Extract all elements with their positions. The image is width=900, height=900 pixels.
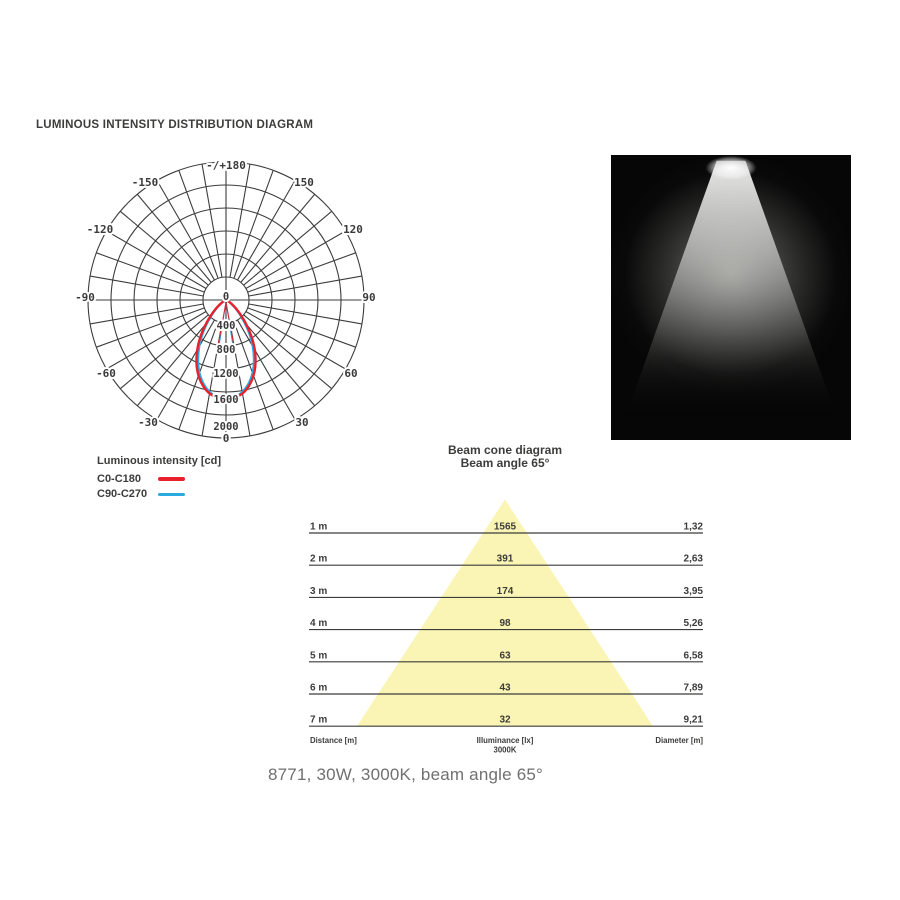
angle-tick-label: 120 bbox=[343, 223, 363, 236]
cone-row-diameter: 7,89 bbox=[683, 682, 703, 694]
blue-line-swatch bbox=[158, 493, 185, 497]
cone-row-illuminance: 174 bbox=[496, 585, 514, 597]
radial-tick-label: 400 bbox=[216, 320, 236, 332]
cone-row-illuminance: 1565 bbox=[493, 521, 517, 533]
legend-label: C0-C180 bbox=[97, 472, 142, 485]
cone-row-diameter: 1,32 bbox=[683, 521, 703, 533]
cone-row-distance: 4 m bbox=[310, 618, 328, 630]
luminous-intensity-polar-chart bbox=[58, 150, 394, 450]
beam-photo bbox=[611, 155, 851, 440]
polar-spoke bbox=[241, 318, 315, 406]
cone-row-illuminance: 63 bbox=[499, 650, 511, 662]
cone-row-distance: 7 m bbox=[310, 714, 328, 726]
radial-tick-label: 1600 bbox=[213, 394, 239, 406]
cone-row-diameter: 6,58 bbox=[683, 650, 703, 662]
angle-tick-label: 60 bbox=[344, 367, 358, 380]
cone-col-distance: Distance [m] bbox=[310, 736, 357, 745]
angle-tick-label: 150 bbox=[294, 176, 314, 189]
angle-tick-label: -120 bbox=[86, 223, 114, 236]
cone-row-distance: 3 m bbox=[310, 585, 328, 597]
cone-row-illuminance: 43 bbox=[499, 682, 511, 694]
polar-spoke bbox=[120, 211, 208, 285]
cone-row-diameter: 5,26 bbox=[683, 618, 703, 630]
cone-row-illuminance: 32 bbox=[499, 714, 511, 726]
legend-entry-c0-c180 bbox=[97, 471, 221, 487]
cone-row-distance: 2 m bbox=[310, 553, 328, 565]
polar-spoke bbox=[244, 315, 332, 389]
polar-spoke bbox=[137, 318, 211, 406]
cone-row-diameter: 2,63 bbox=[683, 553, 703, 565]
cone-col-illuminance: Illuminance [lx] bbox=[476, 736, 534, 745]
radial-tick-label: 2000 bbox=[213, 421, 239, 433]
angle-tick-label: -60 bbox=[96, 367, 116, 380]
angle-tick-label: -90 bbox=[75, 291, 95, 304]
angle-tick-label: 90 bbox=[362, 291, 376, 304]
angle-tick-label: 30 bbox=[295, 416, 309, 429]
cone-row-diameter: 9,21 bbox=[683, 714, 703, 726]
legend-title: Luminous intensity [cd] bbox=[97, 455, 222, 467]
page-title: LUMINOUS INTENSITY DISTRIBUTION DIAGRAM bbox=[36, 119, 314, 131]
polar-spoke bbox=[241, 194, 315, 282]
cone-row-illuminance: 98 bbox=[499, 618, 511, 630]
cone-row-diameter: 3,95 bbox=[683, 585, 703, 597]
beam-cone-diagram bbox=[300, 490, 710, 760]
cone-row-illuminance: 391 bbox=[496, 553, 514, 565]
beam-bright-core bbox=[611, 155, 851, 440]
cone-col-diameter: Diameter [m] bbox=[655, 736, 703, 745]
cone-col-cct: 3000K bbox=[493, 745, 517, 755]
angle-tick-label: -150 bbox=[131, 176, 159, 189]
polar-spoke bbox=[120, 315, 208, 389]
beam-angle-subtitle: Beam angle 65° bbox=[460, 456, 550, 470]
beam-cone-header bbox=[385, 444, 625, 470]
cone-row-distance: 6 m bbox=[310, 682, 328, 694]
polar-spoke bbox=[137, 194, 211, 282]
beam-cone-title: Beam cone diagram bbox=[447, 443, 563, 457]
radial-tick-label: 1200 bbox=[213, 368, 239, 380]
legend-label: C90-C270 bbox=[97, 488, 148, 501]
polar-chart-legend bbox=[97, 455, 221, 502]
polar-spoke bbox=[244, 211, 332, 285]
angle-tick-label: -30 bbox=[138, 416, 158, 429]
legend-entry-c90-c270 bbox=[97, 487, 221, 503]
cone-row-distance: 5 m bbox=[310, 650, 328, 662]
angle-tick-label: 0 bbox=[222, 432, 230, 445]
red-line-swatch bbox=[158, 477, 185, 481]
angle-tick-label: -/+180 bbox=[206, 159, 246, 172]
product-caption: 8771, 30W, 3000K, beam angle 65° bbox=[268, 765, 544, 784]
cone-row-distance: 1 m bbox=[310, 521, 328, 533]
radial-tick-label: 800 bbox=[216, 344, 236, 356]
radial-tick-label: 0 bbox=[222, 291, 230, 303]
